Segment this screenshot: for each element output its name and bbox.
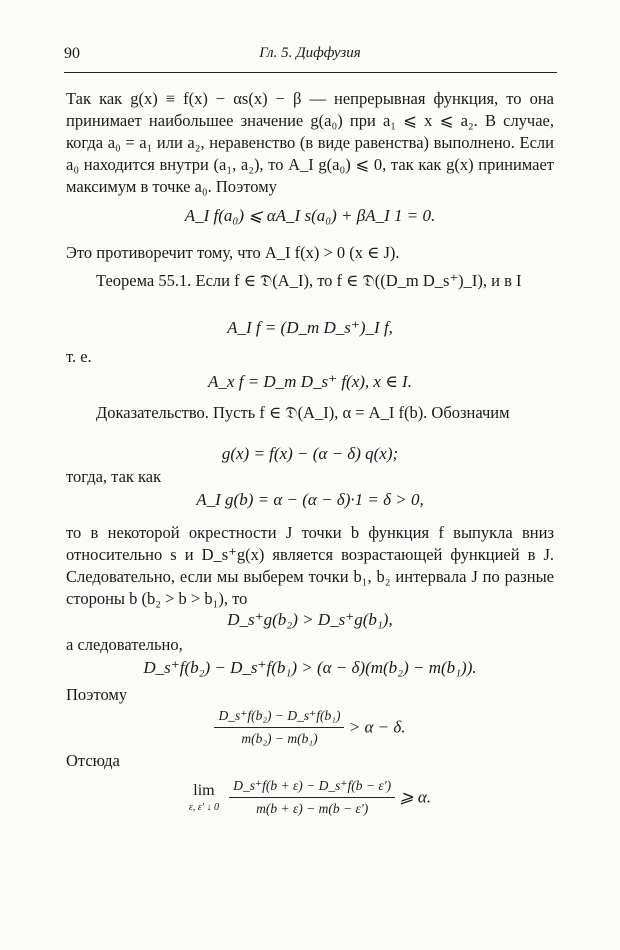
fraction-numerator: D_s⁺f(b₂) − D_s⁺f(b₁) [214, 708, 344, 728]
equation-max-inequality: A_I f(a₀) ⩽ αA_I s(a₀) + βA_I 1 = 0. [184, 206, 436, 225]
fraction-numerator: D_s⁺f(b + ε) − D_s⁺f(b − ε′) [229, 778, 395, 798]
paragraph-ie: т. е. [66, 347, 92, 366]
limit-operator [189, 782, 219, 813]
paragraph-contradiction: Это противоречит тому, что A_I f(x) > 0 (x ∈ J). [66, 243, 400, 262]
running-title: Гл. 5. Диффузия [259, 45, 361, 61]
header-rule [64, 72, 557, 73]
proof-intro: Доказательство. Пусть f ∈ 𝔇(A_I), α = A_I f(b). Обозначим [96, 403, 510, 422]
page-number: 90 [64, 45, 80, 62]
equation-ag-positive: A_I g(b) = α − (α − δ)·1 = δ > 0, [196, 490, 424, 509]
equation-operator-identity: A_I f = (D_m D_s⁺)_I f, [227, 318, 393, 337]
paragraph-consequently: а следовательно, [66, 635, 183, 654]
equation-dg-increasing: D_s⁺g(b₂) > D_s⁺g(b₁), [227, 610, 393, 629]
equation-define-g: g(x) = f(x) − (α − δ) q(x); [221, 444, 399, 463]
fraction-denominator: m(b + ε) − m(b − ε′) [256, 801, 369, 816]
paragraph-then: тогда, так как [66, 467, 162, 486]
fraction-denominator: m(b₂) − m(b₁) [241, 731, 318, 746]
fraction [229, 778, 395, 817]
theorem-statement: Теорема 55.1. Если f ∈ 𝔇(A_I), то f ∈ 𝔇((D_m D_s⁺)_I), и в I [96, 271, 522, 290]
paragraph-hence: Отсюда [66, 751, 120, 770]
equation-difference-quotient [0, 708, 620, 747]
paragraph-convexity: то в некоторой окрестности J точки b функция f выпукла вниз относительно s и D_s⁺g(x) является возрастающей функцией в J. Следовательно, если мы выберем точки b₁, b₂ интервала J по разные стороны b (b₂ > b > b₁), то [66, 523, 554, 608]
equation-limit [0, 778, 620, 817]
equation-df-difference: D_s⁺f(b₂) − D_s⁺f(b₁) > (α − δ)(m(b₂) − m(b₁)). [143, 658, 477, 677]
equation-pointwise-identity: A_x f = D_m D_s⁺ f(x), x ∈ I. [208, 372, 412, 391]
limit-label: lim [193, 782, 215, 799]
inequality-tail: ⩾ α. [399, 787, 432, 807]
fraction [214, 708, 344, 747]
inequality-tail: > α − δ. [348, 717, 406, 737]
paragraph-therefore: Поэтому [66, 685, 128, 704]
paragraph-continuation: Так как g(x) ≡ f(x) − αs(x) − β — непрерывная функция, то она принимает наибольшее значение g(a₀) при a₁ ⩽ x ⩽ a₂. В случае, когда a₀ = a₁ или a₂, неравенство (в виде равенства) выполнено. Если a₀ находится внутри (a₁, a₂), то A_I g(a₀) ⩽ 0, так как g(x) принимает максимум в точке a₀. Поэтому [66, 89, 554, 196]
limit-subscript: ε, ε′ ↓ 0 [188, 802, 219, 813]
